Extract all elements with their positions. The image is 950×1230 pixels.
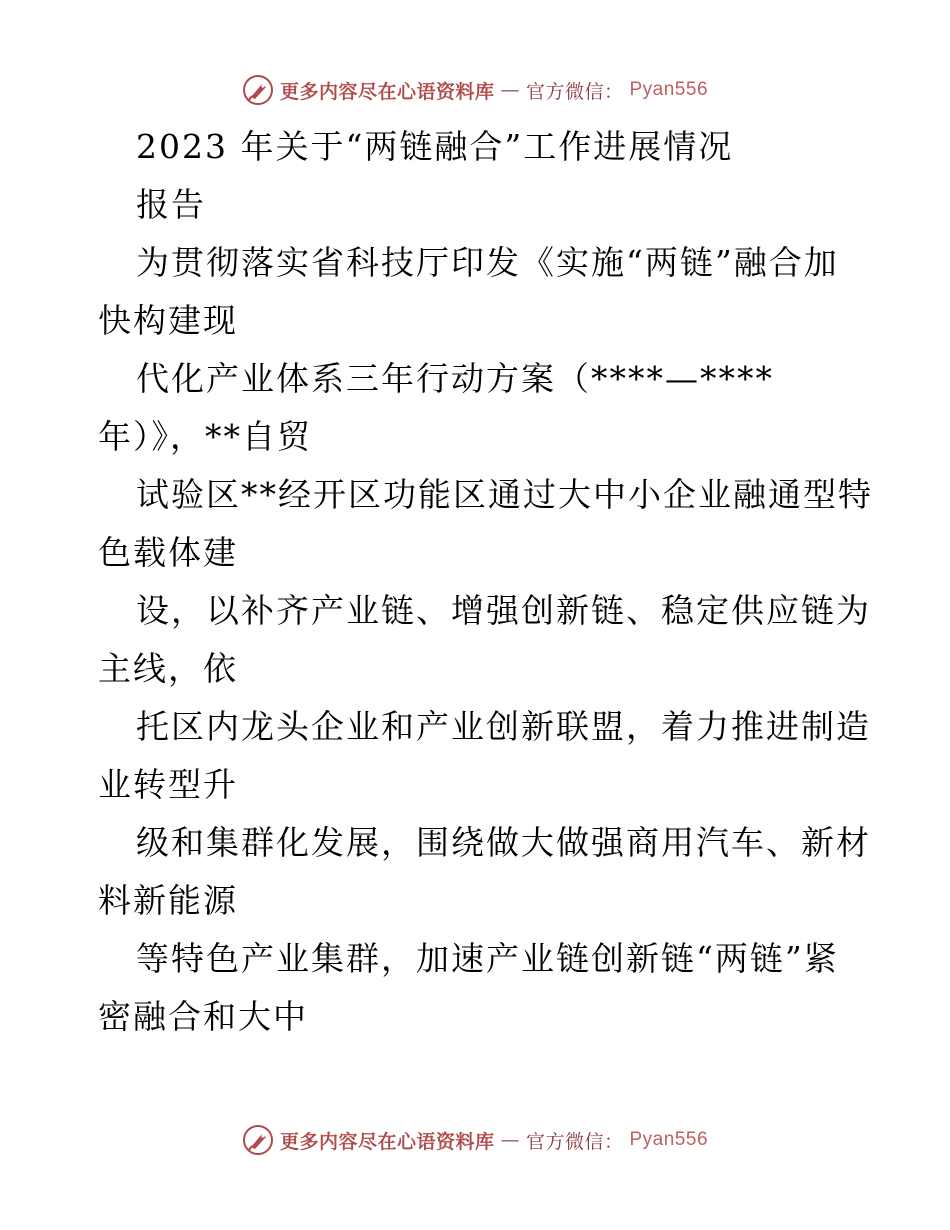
document-line: 托区内龙头企业和产业创新联盟，着力推进制造: [136, 707, 871, 746]
document-line: 报告: [136, 185, 206, 224]
document-line: 2023 年关于“两链融合”工作进展情况: [136, 127, 734, 166]
document-line: 代化产业体系三年行动方案（****—****: [136, 359, 774, 398]
document-line: 色载体建: [98, 533, 238, 572]
document-line: 年）》，**自贸: [98, 417, 312, 456]
document-body: [98, 118, 873, 1046]
document-line: 设，以补齐产业链、增强创新链、稳定供应链为: [136, 591, 871, 630]
document-line: 密融合和大中: [98, 997, 308, 1036]
watermark-wechat-id: Pyan556: [629, 1129, 709, 1150]
watermark-main-text: 更多内容尽在心语资料库: [279, 80, 495, 103]
document-line: 级和集群化发展，围绕做大做强商用汽车、新材: [136, 823, 871, 862]
header-watermark: [0, 70, 950, 110]
document-line: 业转型升: [98, 765, 238, 804]
document-line: 试验区**经开区功能区通过大中小企业融通型特: [136, 475, 873, 514]
document-line: 为贯彻落实省科技厅印发《实施“两链”融合加: [136, 243, 839, 282]
pen-nib-logo-icon: [242, 1124, 274, 1156]
pen-nib-logo-icon: [242, 74, 274, 106]
watermark-label: 官方微信：: [525, 80, 624, 103]
watermark-label: 官方微信：: [525, 1130, 624, 1153]
document-line: 料新能源: [98, 881, 238, 920]
document-line: 快构建现: [98, 301, 238, 340]
footer-watermark: [0, 1120, 950, 1160]
document-line: 等特色产业集群，加速产业链创新链“两链”紧: [136, 939, 839, 978]
watermark-dash: —: [500, 1129, 520, 1151]
watermark-wechat-id: Pyan556: [629, 79, 709, 100]
watermark-dash: —: [500, 79, 520, 101]
document-line: 主线，依: [98, 649, 238, 688]
watermark-main-text: 更多内容尽在心语资料库: [279, 1130, 495, 1153]
